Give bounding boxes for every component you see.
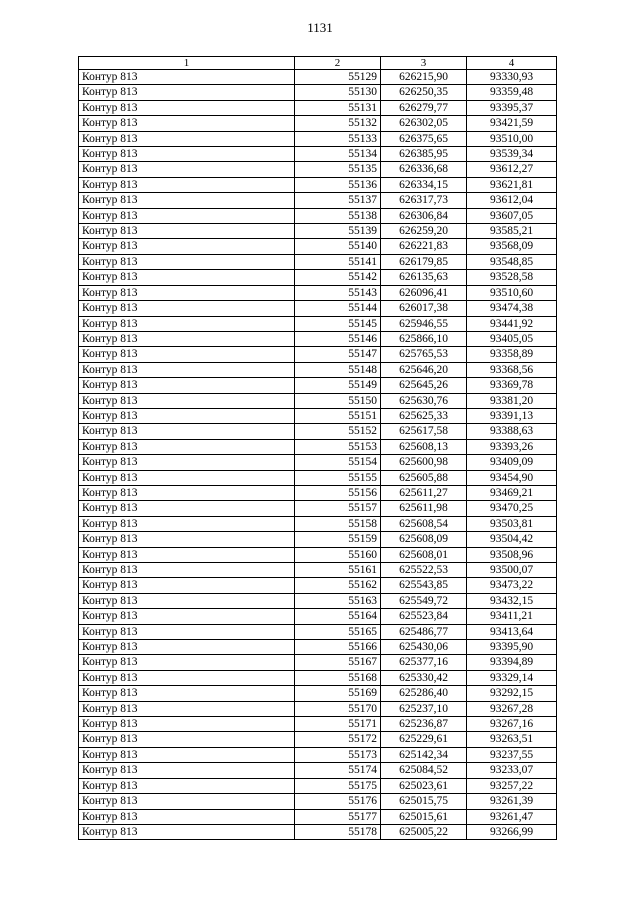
x-coordinate-cell: 626334,15 bbox=[381, 177, 467, 192]
table-row bbox=[79, 655, 557, 670]
point-number-cell: 55129 bbox=[295, 70, 381, 85]
point-number-cell: 55174 bbox=[295, 763, 381, 778]
y-coordinate-cell: 93358,89 bbox=[467, 347, 557, 362]
x-coordinate-cell: 625522,53 bbox=[381, 563, 467, 578]
x-coordinate-cell: 626221,83 bbox=[381, 239, 467, 254]
point-number-cell: 55142 bbox=[295, 270, 381, 285]
contour-name-cell: Контур 813 bbox=[79, 624, 295, 639]
x-coordinate-cell: 625625,33 bbox=[381, 408, 467, 423]
x-coordinate-cell: 625015,75 bbox=[381, 794, 467, 809]
contour-name-cell: Контур 813 bbox=[79, 177, 295, 192]
x-coordinate-cell: 625608,01 bbox=[381, 547, 467, 562]
contour-name-cell: Контур 813 bbox=[79, 470, 295, 485]
contour-name-cell: Контур 813 bbox=[79, 439, 295, 454]
x-coordinate-cell: 626302,05 bbox=[381, 116, 467, 131]
point-number-cell: 55133 bbox=[295, 131, 381, 146]
table-row bbox=[79, 701, 557, 716]
table-row bbox=[79, 70, 557, 85]
y-coordinate-cell: 93237,55 bbox=[467, 747, 557, 762]
table-row bbox=[79, 640, 557, 655]
point-number-cell: 55172 bbox=[295, 732, 381, 747]
x-coordinate-cell: 625605,88 bbox=[381, 470, 467, 485]
table-row bbox=[79, 593, 557, 608]
contour-name-cell: Контур 813 bbox=[79, 239, 295, 254]
contour-name-cell: Контур 813 bbox=[79, 732, 295, 747]
y-coordinate-cell: 93263,51 bbox=[467, 732, 557, 747]
contour-name-cell: Контур 813 bbox=[79, 501, 295, 516]
contour-name-cell: Контур 813 bbox=[79, 485, 295, 500]
y-coordinate-cell: 93395,37 bbox=[467, 100, 557, 115]
contour-name-cell: Контур 813 bbox=[79, 794, 295, 809]
contour-name-cell: Контур 813 bbox=[79, 147, 295, 162]
contour-name-cell: Контур 813 bbox=[79, 224, 295, 239]
contour-name-cell: Контур 813 bbox=[79, 516, 295, 531]
table-row bbox=[79, 778, 557, 793]
table-row bbox=[79, 208, 557, 223]
x-coordinate-cell: 625286,40 bbox=[381, 686, 467, 701]
y-coordinate-cell: 93261,47 bbox=[467, 809, 557, 824]
x-coordinate-cell: 625543,85 bbox=[381, 578, 467, 593]
x-coordinate-cell: 625523,84 bbox=[381, 609, 467, 624]
point-number-cell: 55164 bbox=[295, 609, 381, 624]
x-coordinate-cell: 625866,10 bbox=[381, 331, 467, 346]
contour-name-cell: Контур 813 bbox=[79, 100, 295, 115]
column-header-2: 2 bbox=[295, 57, 381, 70]
table-row bbox=[79, 100, 557, 115]
y-coordinate-cell: 93473,22 bbox=[467, 578, 557, 593]
point-number-cell: 55166 bbox=[295, 640, 381, 655]
table-row bbox=[79, 578, 557, 593]
point-number-cell: 55144 bbox=[295, 301, 381, 316]
contour-name-cell: Контур 813 bbox=[79, 763, 295, 778]
point-number-cell: 55130 bbox=[295, 85, 381, 100]
table-row bbox=[79, 501, 557, 516]
table-body bbox=[79, 70, 557, 840]
point-number-cell: 55175 bbox=[295, 778, 381, 793]
x-coordinate-cell: 625237,10 bbox=[381, 701, 467, 716]
y-coordinate-cell: 93441,92 bbox=[467, 316, 557, 331]
contour-name-cell: Контур 813 bbox=[79, 347, 295, 362]
y-coordinate-cell: 93393,26 bbox=[467, 439, 557, 454]
contour-name-cell: Контур 813 bbox=[79, 301, 295, 316]
x-coordinate-cell: 625486,77 bbox=[381, 624, 467, 639]
y-coordinate-cell: 93568,09 bbox=[467, 239, 557, 254]
y-coordinate-cell: 93500,07 bbox=[467, 563, 557, 578]
table-row bbox=[79, 285, 557, 300]
y-coordinate-cell: 93267,16 bbox=[467, 717, 557, 732]
x-coordinate-cell: 626279,77 bbox=[381, 100, 467, 115]
contour-name-cell: Контур 813 bbox=[79, 116, 295, 131]
y-coordinate-cell: 93528,58 bbox=[467, 270, 557, 285]
table-row bbox=[79, 686, 557, 701]
table-row bbox=[79, 393, 557, 408]
y-coordinate-cell: 93330,93 bbox=[467, 70, 557, 85]
table-row bbox=[79, 347, 557, 362]
contour-name-cell: Контур 813 bbox=[79, 593, 295, 608]
y-coordinate-cell: 93267,28 bbox=[467, 701, 557, 716]
y-coordinate-cell: 93539,34 bbox=[467, 147, 557, 162]
point-number-cell: 55132 bbox=[295, 116, 381, 131]
contour-name-cell: Контур 813 bbox=[79, 563, 295, 578]
x-coordinate-cell: 625023,61 bbox=[381, 778, 467, 793]
point-number-cell: 55137 bbox=[295, 193, 381, 208]
contour-name-cell: Контур 813 bbox=[79, 778, 295, 793]
table-row bbox=[79, 147, 557, 162]
x-coordinate-cell: 625142,34 bbox=[381, 747, 467, 762]
table-row bbox=[79, 516, 557, 531]
x-coordinate-cell: 626259,20 bbox=[381, 224, 467, 239]
x-coordinate-cell: 626179,85 bbox=[381, 254, 467, 269]
contour-name-cell: Контур 813 bbox=[79, 424, 295, 439]
table-row bbox=[79, 301, 557, 316]
point-number-cell: 55151 bbox=[295, 408, 381, 423]
y-coordinate-cell: 93329,14 bbox=[467, 670, 557, 685]
x-coordinate-cell: 626135,63 bbox=[381, 270, 467, 285]
point-number-cell: 55168 bbox=[295, 670, 381, 685]
table-row bbox=[79, 470, 557, 485]
table-row bbox=[79, 732, 557, 747]
y-coordinate-cell: 93388,63 bbox=[467, 424, 557, 439]
table-row bbox=[79, 378, 557, 393]
table-row bbox=[79, 717, 557, 732]
y-coordinate-cell: 93369,78 bbox=[467, 378, 557, 393]
contour-name-cell: Контур 813 bbox=[79, 578, 295, 593]
point-number-cell: 55169 bbox=[295, 686, 381, 701]
point-number-cell: 55156 bbox=[295, 485, 381, 500]
y-coordinate-cell: 93470,25 bbox=[467, 501, 557, 516]
contour-name-cell: Контур 813 bbox=[79, 408, 295, 423]
y-coordinate-cell: 93508,96 bbox=[467, 547, 557, 562]
point-number-cell: 55176 bbox=[295, 794, 381, 809]
y-coordinate-cell: 93394,89 bbox=[467, 655, 557, 670]
point-number-cell: 55159 bbox=[295, 532, 381, 547]
table-row bbox=[79, 177, 557, 192]
contour-name-cell: Контур 813 bbox=[79, 393, 295, 408]
x-coordinate-cell: 626317,73 bbox=[381, 193, 467, 208]
x-coordinate-cell: 625630,76 bbox=[381, 393, 467, 408]
point-number-cell: 55173 bbox=[295, 747, 381, 762]
coordinates-table-wrapper bbox=[78, 56, 556, 840]
y-coordinate-cell: 93612,27 bbox=[467, 162, 557, 177]
table-row bbox=[79, 331, 557, 346]
y-coordinate-cell: 93292,15 bbox=[467, 686, 557, 701]
x-coordinate-cell: 625377,16 bbox=[381, 655, 467, 670]
x-coordinate-cell: 625015,61 bbox=[381, 809, 467, 824]
table-row bbox=[79, 362, 557, 377]
x-coordinate-cell: 626336,68 bbox=[381, 162, 467, 177]
y-coordinate-cell: 93413,64 bbox=[467, 624, 557, 639]
point-number-cell: 55171 bbox=[295, 717, 381, 732]
contour-name-cell: Контур 813 bbox=[79, 717, 295, 732]
table-row bbox=[79, 224, 557, 239]
column-header-4: 4 bbox=[467, 57, 557, 70]
point-number-cell: 55136 bbox=[295, 177, 381, 192]
table-row bbox=[79, 239, 557, 254]
y-coordinate-cell: 93421,59 bbox=[467, 116, 557, 131]
y-coordinate-cell: 93257,22 bbox=[467, 778, 557, 793]
x-coordinate-cell: 625430,06 bbox=[381, 640, 467, 655]
x-coordinate-cell: 626215,90 bbox=[381, 70, 467, 85]
point-number-cell: 55139 bbox=[295, 224, 381, 239]
point-number-cell: 55161 bbox=[295, 563, 381, 578]
x-coordinate-cell: 625646,20 bbox=[381, 362, 467, 377]
contour-name-cell: Контур 813 bbox=[79, 532, 295, 547]
x-coordinate-cell: 625600,98 bbox=[381, 455, 467, 470]
x-coordinate-cell: 625608,54 bbox=[381, 516, 467, 531]
column-header-1: 1 bbox=[79, 57, 295, 70]
contour-name-cell: Контур 813 bbox=[79, 640, 295, 655]
point-number-cell: 55165 bbox=[295, 624, 381, 639]
point-number-cell: 55170 bbox=[295, 701, 381, 716]
y-coordinate-cell: 93621,81 bbox=[467, 177, 557, 192]
x-coordinate-cell: 626375,65 bbox=[381, 131, 467, 146]
table-row bbox=[79, 131, 557, 146]
table-row bbox=[79, 609, 557, 624]
table-row bbox=[79, 424, 557, 439]
point-number-cell: 55134 bbox=[295, 147, 381, 162]
contour-name-cell: Контур 813 bbox=[79, 208, 295, 223]
x-coordinate-cell: 625611,98 bbox=[381, 501, 467, 516]
contour-name-cell: Контур 813 bbox=[79, 270, 295, 285]
contour-name-cell: Контур 813 bbox=[79, 254, 295, 269]
point-number-cell: 55155 bbox=[295, 470, 381, 485]
point-number-cell: 55157 bbox=[295, 501, 381, 516]
y-coordinate-cell: 93548,85 bbox=[467, 254, 557, 269]
y-coordinate-cell: 93474,38 bbox=[467, 301, 557, 316]
point-number-cell: 55141 bbox=[295, 254, 381, 269]
point-number-cell: 55152 bbox=[295, 424, 381, 439]
table-row bbox=[79, 439, 557, 454]
x-coordinate-cell: 626385,95 bbox=[381, 147, 467, 162]
x-coordinate-cell: 625611,27 bbox=[381, 485, 467, 500]
table-row bbox=[79, 270, 557, 285]
point-number-cell: 55167 bbox=[295, 655, 381, 670]
x-coordinate-cell: 625765,53 bbox=[381, 347, 467, 362]
table-row bbox=[79, 624, 557, 639]
contour-name-cell: Контур 813 bbox=[79, 824, 295, 839]
x-coordinate-cell: 625645,26 bbox=[381, 378, 467, 393]
y-coordinate-cell: 93503,81 bbox=[467, 516, 557, 531]
point-number-cell: 55158 bbox=[295, 516, 381, 531]
x-coordinate-cell: 625608,13 bbox=[381, 439, 467, 454]
contour-name-cell: Контур 813 bbox=[79, 686, 295, 701]
x-coordinate-cell: 625005,22 bbox=[381, 824, 467, 839]
contour-name-cell: Контур 813 bbox=[79, 670, 295, 685]
table-row bbox=[79, 670, 557, 685]
table-row bbox=[79, 532, 557, 547]
y-coordinate-cell: 93607,05 bbox=[467, 208, 557, 223]
point-number-cell: 55146 bbox=[295, 331, 381, 346]
point-number-cell: 55148 bbox=[295, 362, 381, 377]
x-coordinate-cell: 626306,84 bbox=[381, 208, 467, 223]
y-coordinate-cell: 93432,15 bbox=[467, 593, 557, 608]
point-number-cell: 55160 bbox=[295, 547, 381, 562]
y-coordinate-cell: 93409,09 bbox=[467, 455, 557, 470]
y-coordinate-cell: 93504,42 bbox=[467, 532, 557, 547]
table-row bbox=[79, 547, 557, 562]
point-number-cell: 55147 bbox=[295, 347, 381, 362]
x-coordinate-cell: 625617,58 bbox=[381, 424, 467, 439]
table-row bbox=[79, 485, 557, 500]
x-coordinate-cell: 625608,09 bbox=[381, 532, 467, 547]
table-row bbox=[79, 455, 557, 470]
x-coordinate-cell: 625330,42 bbox=[381, 670, 467, 685]
contour-name-cell: Контур 813 bbox=[79, 747, 295, 762]
x-coordinate-cell: 625236,87 bbox=[381, 717, 467, 732]
y-coordinate-cell: 93411,21 bbox=[467, 609, 557, 624]
table-row bbox=[79, 824, 557, 839]
contour-name-cell: Контур 813 bbox=[79, 316, 295, 331]
x-coordinate-cell: 625549,72 bbox=[381, 593, 467, 608]
point-number-cell: 55178 bbox=[295, 824, 381, 839]
x-coordinate-cell: 625229,61 bbox=[381, 732, 467, 747]
table-row bbox=[79, 563, 557, 578]
y-coordinate-cell: 93510,00 bbox=[467, 131, 557, 146]
contour-name-cell: Контур 813 bbox=[79, 85, 295, 100]
column-header-3: 3 bbox=[381, 57, 467, 70]
table-row bbox=[79, 794, 557, 809]
point-number-cell: 55138 bbox=[295, 208, 381, 223]
contour-name-cell: Контур 813 bbox=[79, 362, 295, 377]
y-coordinate-cell: 93381,20 bbox=[467, 393, 557, 408]
y-coordinate-cell: 93454,90 bbox=[467, 470, 557, 485]
contour-name-cell: Контур 813 bbox=[79, 455, 295, 470]
y-coordinate-cell: 93368,56 bbox=[467, 362, 557, 377]
contour-name-cell: Контур 813 bbox=[79, 701, 295, 716]
table-row bbox=[79, 116, 557, 131]
table-row bbox=[79, 162, 557, 177]
y-coordinate-cell: 93469,21 bbox=[467, 485, 557, 500]
y-coordinate-cell: 93266,99 bbox=[467, 824, 557, 839]
contour-name-cell: Контур 813 bbox=[79, 655, 295, 670]
y-coordinate-cell: 93612,04 bbox=[467, 193, 557, 208]
point-number-cell: 55135 bbox=[295, 162, 381, 177]
point-number-cell: 55154 bbox=[295, 455, 381, 470]
point-number-cell: 55143 bbox=[295, 285, 381, 300]
contour-name-cell: Контур 813 bbox=[79, 331, 295, 346]
contour-name-cell: Контур 813 bbox=[79, 609, 295, 624]
point-number-cell: 55163 bbox=[295, 593, 381, 608]
point-number-cell: 55145 bbox=[295, 316, 381, 331]
y-coordinate-cell: 93395,90 bbox=[467, 640, 557, 655]
point-number-cell: 55150 bbox=[295, 393, 381, 408]
point-number-cell: 55162 bbox=[295, 578, 381, 593]
coordinates-table bbox=[78, 56, 557, 840]
y-coordinate-cell: 93405,05 bbox=[467, 331, 557, 346]
point-number-cell: 55149 bbox=[295, 378, 381, 393]
table-row bbox=[79, 763, 557, 778]
y-coordinate-cell: 93359,48 bbox=[467, 85, 557, 100]
table-row bbox=[79, 809, 557, 824]
y-coordinate-cell: 93391,13 bbox=[467, 408, 557, 423]
table-row bbox=[79, 193, 557, 208]
table-header-row bbox=[79, 57, 557, 70]
contour-name-cell: Контур 813 bbox=[79, 809, 295, 824]
point-number-cell: 55153 bbox=[295, 439, 381, 454]
contour-name-cell: Контур 813 bbox=[79, 162, 295, 177]
contour-name-cell: Контур 813 bbox=[79, 285, 295, 300]
contour-name-cell: Контур 813 bbox=[79, 70, 295, 85]
y-coordinate-cell: 93261,39 bbox=[467, 794, 557, 809]
x-coordinate-cell: 626096,41 bbox=[381, 285, 467, 300]
point-number-cell: 55140 bbox=[295, 239, 381, 254]
y-coordinate-cell: 93233,07 bbox=[467, 763, 557, 778]
contour-name-cell: Контур 813 bbox=[79, 193, 295, 208]
x-coordinate-cell: 626017,38 bbox=[381, 301, 467, 316]
x-coordinate-cell: 625946,55 bbox=[381, 316, 467, 331]
table-row bbox=[79, 254, 557, 269]
table-row bbox=[79, 747, 557, 762]
contour-name-cell: Контур 813 bbox=[79, 547, 295, 562]
x-coordinate-cell: 626250,35 bbox=[381, 85, 467, 100]
point-number-cell: 55131 bbox=[295, 100, 381, 115]
x-coordinate-cell: 625084,52 bbox=[381, 763, 467, 778]
table-row bbox=[79, 408, 557, 423]
y-coordinate-cell: 93585,21 bbox=[467, 224, 557, 239]
table-row bbox=[79, 85, 557, 100]
page-number: 1131 bbox=[307, 20, 333, 35]
contour-name-cell: Контур 813 bbox=[79, 131, 295, 146]
table-row bbox=[79, 316, 557, 331]
point-number-cell: 55177 bbox=[295, 809, 381, 824]
contour-name-cell: Контур 813 bbox=[79, 378, 295, 393]
y-coordinate-cell: 93510,60 bbox=[467, 285, 557, 300]
